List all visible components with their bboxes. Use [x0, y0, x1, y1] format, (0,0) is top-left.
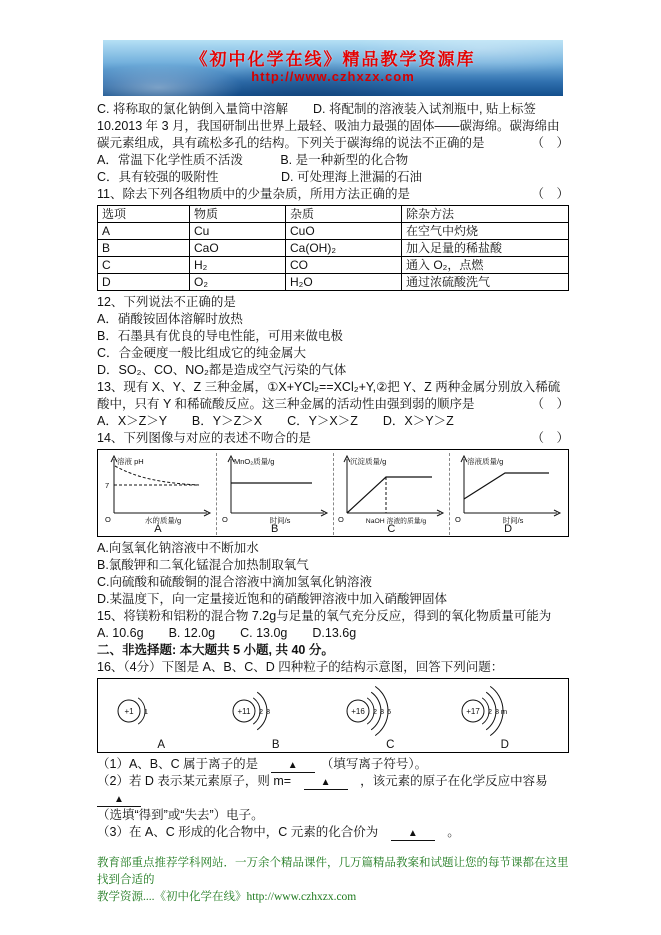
footer-promo [97, 855, 569, 906]
shell-electrons: m [500, 707, 507, 716]
banner-url: http://www.czhxzx.com [251, 69, 415, 84]
question-line [97, 186, 569, 203]
table-cell: D [98, 274, 190, 291]
site-banner [103, 40, 563, 96]
answer-bracket: （ ） [531, 431, 569, 445]
q16-subquestions [97, 756, 569, 841]
question-line [97, 101, 569, 118]
shell-electrons: 8 [380, 707, 385, 716]
q16-particle-panel [97, 678, 569, 753]
graph-a-origin: O [104, 515, 111, 524]
graph-b [216, 453, 333, 535]
question-line [97, 345, 569, 362]
question-line [97, 756, 569, 773]
question-text: 13、现有 X、Y、Z 三种金属，①X+YCl₂==XCl₂+Y,②把 Y、Z 两种金属分别放入稀硫酸中，只有 Y 和稀硫酸反应。这三种金属的活动性由强到弱的顺序是 [97, 380, 561, 411]
q11-table [97, 205, 569, 291]
table-row [98, 223, 569, 240]
question-text: （1）A、B、C 属于离子的是 ▲ （填写离子符号）。 [97, 757, 428, 771]
answer-bracket: （ ） [531, 187, 569, 201]
table-row [98, 274, 569, 291]
graph-d-origin: O [455, 515, 461, 524]
table-cell: CO [286, 257, 402, 274]
table-header-cell: 选项 [98, 206, 190, 223]
question-line [97, 413, 569, 430]
question-block-12-to-14 [97, 294, 569, 447]
q14-graph-panel [97, 449, 569, 537]
particle-diagram-c [338, 682, 442, 751]
question-text: C. 将称取的氯化钠倒入量筒中溶解 D. 将配制的溶液装入试剂瓶中, 贴上标签 [97, 102, 536, 116]
question-text: C．合金硬度一般比组成它的纯金属大 [97, 346, 307, 360]
question-text: A．硝酸铵固体溶解时放热 [97, 312, 243, 326]
table-cell: 在空气中灼烧 [402, 223, 569, 240]
footer-line [97, 855, 569, 889]
graph-label: A [154, 523, 162, 535]
nucleus-charge: +1 [124, 707, 134, 716]
graph-b-ylabel: MnO₂质量/g [233, 457, 275, 466]
table-cell: H₂O [286, 274, 402, 291]
table-cell: A [98, 223, 190, 240]
question-text: 12、下列说法不正确的是 [97, 295, 236, 309]
table-header-cell: 除杂方法 [402, 206, 569, 223]
question-line [97, 294, 569, 311]
atom-structure-icon [109, 682, 213, 740]
answer-bracket: （ ） [531, 397, 569, 411]
particle-label: B [271, 739, 280, 751]
question-block-14opts-to-16 [97, 540, 569, 676]
question-line [97, 659, 569, 676]
table-header-row [98, 206, 569, 223]
question-text: 11、除去下列各组物质中的少量杂质，所用方法正确的是 [97, 187, 410, 201]
question-line [97, 118, 569, 152]
graph-c-ylabel: 沉淀质量/g [350, 457, 387, 466]
question-line [97, 430, 569, 447]
question-line [97, 540, 569, 557]
table-cell: CuO [286, 223, 402, 240]
graph-a-xlabel: 水的质量/g [144, 516, 182, 525]
question-line [97, 169, 569, 186]
graph-label: C [387, 523, 396, 535]
shell-electrons: 2 [373, 707, 378, 716]
question-text: D．SO₂、CO、NO₂都是造成空气污染的气体 [97, 363, 347, 377]
table-row [98, 240, 569, 257]
graph-label: D [504, 523, 513, 535]
shell-electrons: 1 [144, 707, 149, 716]
question-text: 16、（4分）下图是 A、B、C、D 四种粒子的结构示意图，回答下列问题： [97, 660, 504, 674]
shell-electrons: 2 [258, 707, 263, 716]
shell-electrons: 8 [494, 707, 499, 716]
question-text: 二、非选择题: 本大题共 5 小题, 共 40 分。 [97, 643, 334, 657]
table-cell: 通入 O₂，点燃 [402, 257, 569, 274]
graph-a-ytick: 7 [104, 481, 110, 490]
graph-a-ylabel: 溶液 pH [116, 457, 144, 466]
graph-label: B [270, 523, 279, 535]
question-text: C．具有较强的吸附性 D. 可处理海上泄漏的石油 [97, 170, 423, 184]
atom-structure-icon [224, 682, 328, 740]
shell-electrons: 6 [387, 707, 392, 716]
graph-c-plot [334, 453, 448, 525]
nucleus-charge: +11 [237, 707, 251, 716]
atom-structure-icon [453, 682, 557, 740]
graph-c [333, 453, 450, 535]
answer-blank: ▲ [97, 794, 141, 807]
question-text: 10.2013 年 3 月，我国研制出世界上最轻、吸油力最强的固体——碳海绵。碳海绵由碳元素组成，具有疏松多孔的结构。下列关于碳海绵的说法不正确的是 [97, 119, 560, 150]
nucleus-charge: +16 [351, 707, 366, 716]
question-text: 14、下列图像与对应的表述不吻合的是 [97, 431, 311, 445]
table-cell: 加入足量的稀盐酸 [402, 240, 569, 257]
question-line [97, 328, 569, 345]
question-line [97, 773, 569, 807]
question-text: A.向氢氧化钠溶液中不断加水 [97, 541, 259, 555]
question-text: C.向硫酸和硫酸铜的混合溶液中滴加氢氧化钠溶液 [97, 575, 373, 589]
table-cell: CaO [190, 240, 286, 257]
question-line [97, 807, 569, 824]
banner-title: 《初中化学在线》精品教学资源库 [190, 50, 476, 69]
shell-electrons: 2 [487, 707, 492, 716]
question-text: （3）在 A、C 形成的化合物中，C 元素的化合价为 ▲ 。 [97, 825, 460, 839]
particle-diagram-a [109, 682, 213, 751]
graph-d [449, 453, 566, 535]
particle-diagram-b [224, 682, 328, 751]
table-row [98, 257, 569, 274]
answer-blank: ▲ [271, 760, 315, 773]
shell-electrons: 8 [265, 707, 270, 716]
graph-d-ylabel: 溶液质量/g [467, 457, 504, 466]
answer-blank: ▲ [391, 828, 435, 841]
question-text: （选填“得到”或“失去”）电子。 [97, 808, 264, 822]
question-text: A．X＞Z＞Y B．Y＞Z＞X C．Y＞X＞Z D．X＞Y＞Z [97, 414, 454, 428]
graph-c-origin: O [338, 515, 345, 524]
table-cell: O₂ [190, 274, 286, 291]
question-line [97, 608, 569, 625]
footer-line [97, 889, 569, 906]
question-line [97, 311, 569, 328]
graph-b-plot [218, 453, 332, 525]
answer-blank: ▲ [304, 777, 348, 790]
graph-b-origin: O [221, 515, 228, 524]
table-cell: C [98, 257, 190, 274]
table-cell: H₂ [190, 257, 286, 274]
table-header-cell: 杂质 [286, 206, 402, 223]
question-block-9-to-11 [97, 101, 569, 203]
question-text: A．常温下化学性质不活泼 B. 是一种新型的化合物 [97, 153, 409, 167]
graph-d-plot [451, 453, 565, 525]
graph-b-xlabel: 时间/s [269, 516, 291, 525]
graph-a [100, 453, 216, 535]
answer-bracket: （ ） [531, 136, 569, 150]
question-line [97, 379, 569, 413]
question-text: A. 10.6g B. 12.0g C. 13.0g D.13.6g [97, 626, 357, 640]
question-text: B.氯酸钾和二氧化锰混合加热制取氧气 [97, 558, 309, 572]
table-cell: B [98, 240, 190, 257]
exam-content [97, 0, 569, 906]
graph-d-xlabel: 时间/s [502, 516, 524, 525]
graph-a-plot [101, 453, 215, 525]
question-line [97, 574, 569, 591]
question-line [97, 362, 569, 379]
particle-diagram-d [453, 682, 557, 751]
question-line [97, 557, 569, 574]
particle-label: A [157, 739, 166, 751]
question-line [97, 824, 569, 841]
particle-label: D [500, 739, 509, 751]
atom-structure-icon [338, 682, 442, 740]
question-text: （2）若 D 表示某元素原子，则 m= ▲ ，该元素的原子在化学反应中容易 ▲ [97, 774, 561, 805]
table-cell: 通过浓硫酸洗气 [402, 274, 569, 291]
graph-c-xlabel: NaOH 溶液的质量/g [366, 518, 427, 525]
question-line [97, 625, 569, 642]
question-line [97, 152, 569, 169]
question-text: D.某温度下，向一定量接近饱和的硝酸钾溶液中加入硝酸钾固体 [97, 592, 448, 606]
question-text: B．石墨具有优良的导电性能，可用来做电极 [97, 329, 343, 343]
table-cell: Ca(OH)₂ [286, 240, 402, 257]
nucleus-charge: +17 [465, 707, 480, 716]
particle-label: C [386, 739, 395, 751]
table-cell: Cu [190, 223, 286, 240]
footer-text: 教学资源....《初中化学在线》 [97, 891, 247, 903]
question-line [97, 591, 569, 608]
footer-url-link[interactable]: http://www.czhxzx.com [246, 891, 357, 903]
footer-text: 教育部重点推荐学科网站．一万余个精品课件，几万篇精品教案和试题让您的每节课都在这里找到合适的 [97, 857, 569, 886]
table-header-cell: 物质 [190, 206, 286, 223]
question-text: 15、将镁粉和铝粉的混合物 7.2g与足量的氧气充分反应，得到的氧化物质量可能为 [97, 609, 552, 623]
question-line [97, 642, 569, 659]
